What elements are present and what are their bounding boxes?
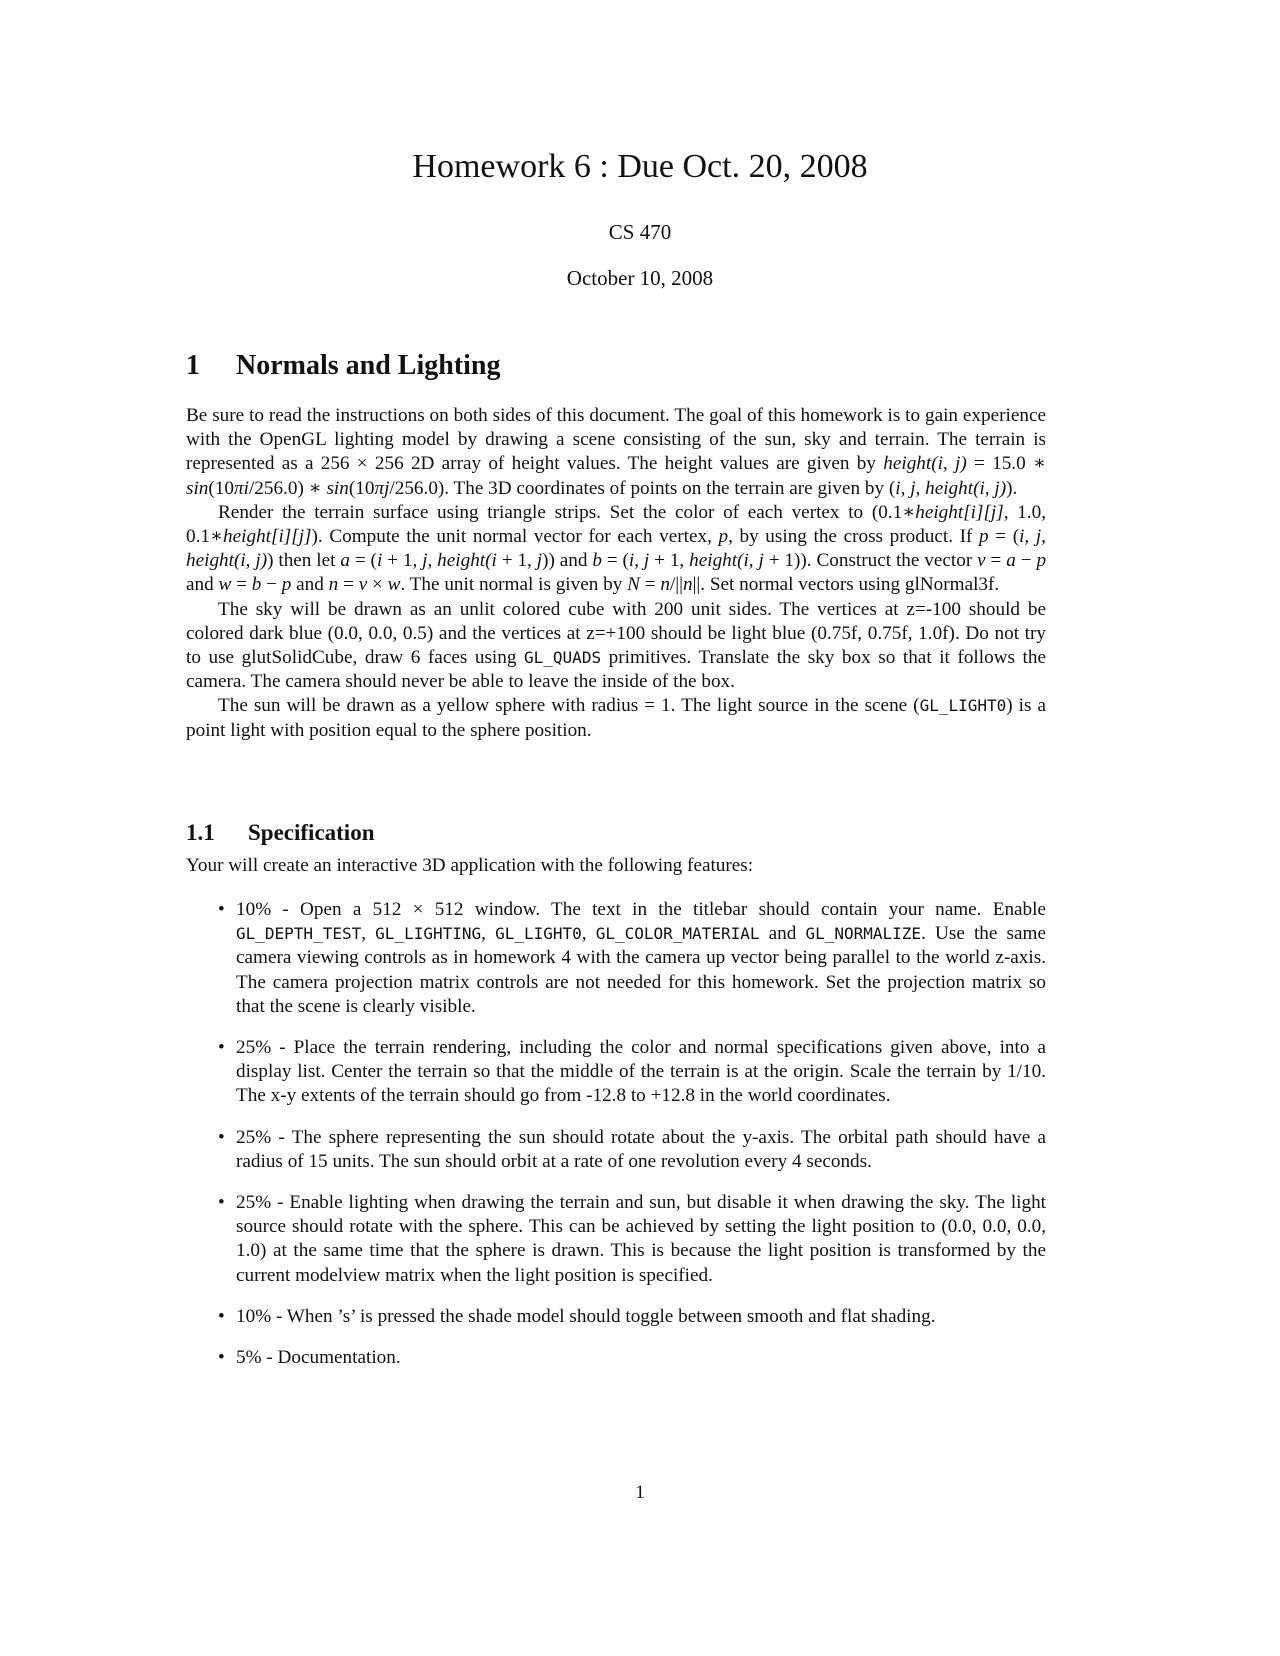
math-expression: p <box>281 574 292 596</box>
text-run: 25% - Enable lighting when drawing the terrain and sun, but disable it when drawing the sky. The light source should rotate with the sphere. This can be achieved by setting the light position to (0.0, 0.0, 0.0, 1.0) at the same time that the sphere is drawn. This is because the light position is transformed by the current modelview matrix when the light position is specified. <box>236 1192 1046 1286</box>
text-run: + 1, <box>382 550 423 572</box>
text-run: = <box>639 574 661 596</box>
code-term: GL_NORMALIZE <box>805 924 922 944</box>
text-run: The sun will be drawn as a yellow sphere with radius = 1. The light source in the scene ( <box>218 695 920 717</box>
text-run: , by using the cross product. If <box>728 526 980 548</box>
math-expression: v <box>358 574 368 596</box>
text-run: Render the terrain surface using triangle strips. Set the color of each vertex to (0.1∗ <box>218 501 916 523</box>
subsection-number: 1.1 <box>186 820 215 845</box>
text-run: + 1, <box>496 550 537 572</box>
text-run: . Use the same camera viewing controls as in homework 4 with the camera up vector being parallel to the world z-axis. The camera projection matrix controls are not needed for this homework. Set the projection matrix so that the scene is clearly visible. <box>236 923 1046 1017</box>
feature-list <box>218 898 1046 1387</box>
paragraph <box>186 694 1046 742</box>
code-term: GL_COLOR_MATERIAL <box>595 924 760 944</box>
subsection-intro: Your will create an interactive 3D application with the following features: <box>186 855 754 876</box>
section-body <box>186 404 1046 743</box>
section-number: 1 <box>186 350 200 381</box>
math-expression: w <box>387 574 401 596</box>
text-run: and <box>186 574 219 596</box>
text-run: ). Compute the unit normal vector for each vertex, <box>311 526 719 548</box>
code-term: GL_DEPTH_TEST <box>236 924 362 944</box>
text-run: , 1.0, 0.1∗ <box>186 501 1046 548</box>
math-expression: b <box>251 574 262 596</box>
text-run: = 15.0 ∗ <box>966 453 1046 475</box>
text-run: 25% - The sphere representing the sun should rotate about the y-axis. The orbital path should have a radius of 15 units. The sun should orbit at a rate of one revolution every 4 seconds. <box>236 1126 1046 1172</box>
paragraph <box>186 501 1046 598</box>
math-expression: j <box>536 550 543 572</box>
text-run: (10 <box>208 477 234 499</box>
code-term: GL_LIGHT0 <box>495 924 582 944</box>
text-run: = ( <box>988 526 1020 548</box>
text-run: ) then let <box>267 550 341 572</box>
text-run: and <box>759 923 806 945</box>
text-run: = <box>338 574 359 596</box>
text-run: + 1, <box>649 550 690 572</box>
math-expression: N <box>627 574 640 596</box>
page-number: 1 <box>635 1482 645 1503</box>
text-run: 25% - Place the terrain rendering, including the color and normal specifications given above, into a display list. Center the terrain so that the middle of the terrain is at the origin. Scale the terrain by 1/10. The x-y extents of the terrain should go from -12.8 to +12.8 in the world coordinates. <box>236 1037 1046 1107</box>
text-run: × <box>367 574 388 596</box>
math-expression: height(i, j) <box>883 453 967 475</box>
math-expression: sin <box>326 477 349 499</box>
paragraph <box>186 404 1046 501</box>
text-run: (10 <box>348 477 375 499</box>
math-expression: n <box>682 574 693 596</box>
document-date: October 10, 2008 <box>566 266 714 290</box>
feature-list-item <box>218 898 1046 1019</box>
code-term: GL_QUADS <box>524 648 602 668</box>
math-expression: v <box>977 550 986 572</box>
math-expression: p <box>718 526 729 548</box>
math-expression: p <box>1036 550 1047 572</box>
math-expression: πi <box>233 477 249 499</box>
text-run: )) and <box>542 550 593 572</box>
text-run: 10% - Open a 512 × 512 window. The text in the titlebar should contain your name. Enable <box>236 899 1046 920</box>
document-title: Homework 6 : Due Oct. 20, 2008 <box>412 148 868 185</box>
math-expression: i, j, height(i, j) <box>186 526 1046 572</box>
feature-list-item <box>218 1305 1046 1329</box>
text-run: 5% - Documentation. <box>236 1347 401 1369</box>
subsection-heading <box>186 820 375 846</box>
text-run: + 1)). Construct the vector <box>763 550 978 572</box>
feature-list-item <box>218 1036 1046 1109</box>
subsection-title: Specification <box>248 820 375 845</box>
math-expression: p <box>979 526 989 548</box>
text-run: Be sure to read the instructions on both sides of this document. The goal of this homework is to gain experience with the OpenGL lighting model by drawing a scene consisting of the sun, sky and terrain. The terrain is represented as a 256 × 256 2D array of height values. The height values are given by <box>186 405 1046 475</box>
text-run: , <box>581 923 596 945</box>
feature-list-item <box>218 1126 1046 1174</box>
text-run: , <box>481 923 496 945</box>
text-run: . The unit normal is given by <box>400 574 628 596</box>
code-term: GL_LIGHTING <box>375 924 482 944</box>
math-expression: n <box>328 574 339 596</box>
text-run: The sky will be drawn as an unlit colored cube with 200 unit sides. The vertices at z=-100 should be colored dark blue (0.0, 0.0, 0.5) and the vertices at z=+100 should be light blue (0.75f, 0.75f, 1.0f). Do not try to use glutSolidCube, draw 6 faces using <box>186 598 1046 669</box>
text-run: ) is a point light with position equal to the sphere position. <box>186 695 1046 741</box>
text-run: primitives. Translate the sky box so that it follows the camera. The camera should never be able to leave the inside of the box. <box>186 647 1046 693</box>
text-run: = <box>985 550 1007 572</box>
text-run: − <box>261 574 282 596</box>
math-expression: n <box>660 574 670 596</box>
text-run: ||. Set normal vectors using glNormal3f. <box>692 574 1000 596</box>
math-expression: height(i, j <box>689 550 764 572</box>
math-expression: i <box>376 550 383 572</box>
text-run: , <box>361 923 376 945</box>
text-run: /256.0). The 3D coordinates of points on the terrain are given by ( <box>389 477 896 499</box>
text-run: = ( <box>601 550 629 572</box>
text-run: − <box>1015 550 1037 572</box>
section-title: Normals and Lighting <box>236 350 501 381</box>
math-expression: j, height(i <box>422 550 497 572</box>
math-expression: i, j, height(i, j) <box>895 477 1007 499</box>
math-expression: sin <box>186 477 209 499</box>
math-expression: w <box>218 574 232 596</box>
math-expression: πj <box>374 477 390 499</box>
text-run: ). <box>1006 477 1018 499</box>
math-expression: height[i][j] <box>915 501 1004 523</box>
math-expression: a <box>1006 550 1016 572</box>
course-name: CS 470 <box>608 220 672 244</box>
feature-list-item <box>218 1346 1046 1370</box>
paragraph <box>186 598 1046 695</box>
math-expression: a <box>340 550 350 572</box>
text-run: 10% - When ’s’ is pressed the shade model should toggle between smooth and flat shading. <box>236 1305 936 1327</box>
math-expression: i, j <box>628 550 650 572</box>
text-run: = ( <box>349 550 377 572</box>
section-heading <box>186 350 501 382</box>
text-run: /|| <box>669 574 683 596</box>
math-expression: height[i][j] <box>223 526 312 548</box>
code-term: GL_LIGHT0 <box>919 696 1007 716</box>
text-run: and <box>291 574 329 596</box>
text-run: /256.0) ∗ <box>248 477 327 499</box>
feature-list-item <box>218 1191 1046 1288</box>
math-expression: b <box>592 550 602 572</box>
text-run: = <box>231 574 252 596</box>
